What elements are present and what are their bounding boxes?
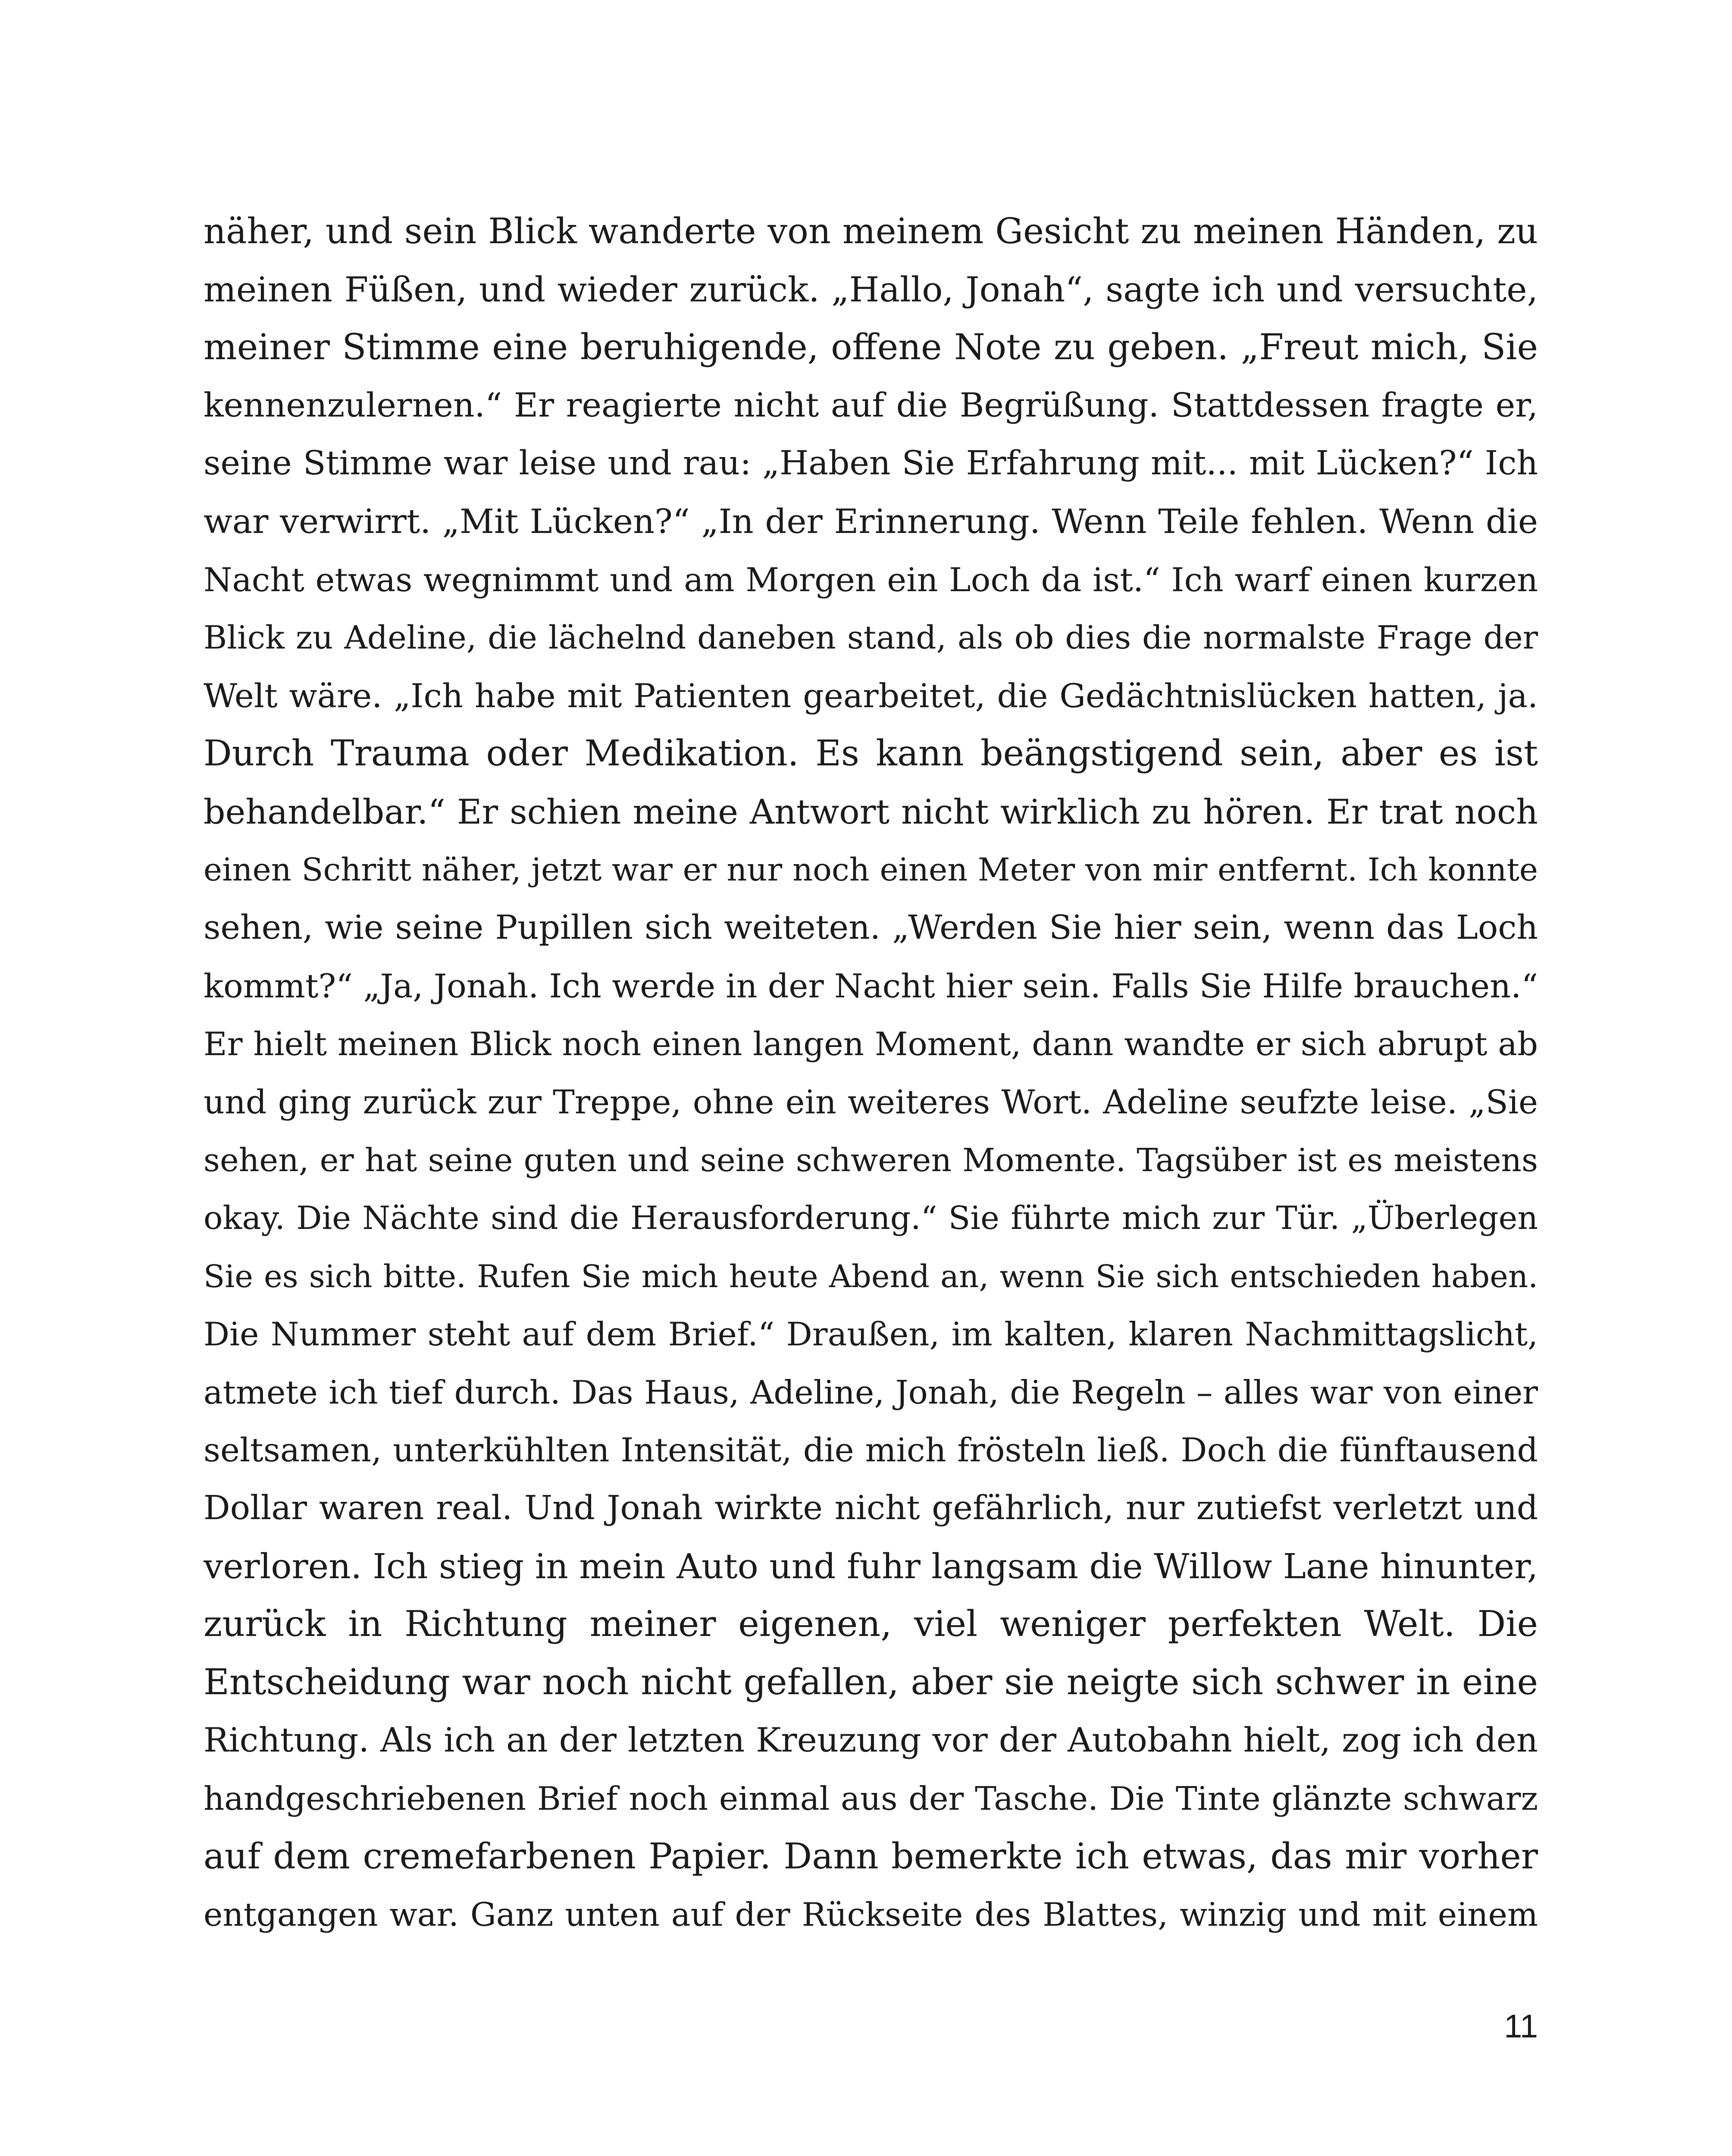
text-line: Nacht etwas wegnimmt und am Morgen ein Loch da ist.“ Ich warf einen kurzen [204,560,1538,599]
text-line: war verwirrt. „Mit Lücken?“ „In der Erinnerung. Wenn Teile fehlen. Wenn die [204,502,1538,541]
text-line: Welt wäre. „Ich habe mit Patienten gearbeitet, die Gedächtnislücken hatten, ja. [204,676,1538,715]
page-number: 11 [1504,2008,1538,2045]
text-line: Durch Trauma oder Medikation. Es kann beängstigend sein, aber es ist [204,733,1538,774]
text-line: näher, und sein Blick wanderte von meinem Gesicht zu meinen Händen, zu [204,211,1538,252]
text-line: Dollar waren real. Und Jonah wirkte nicht gefährlich, nur zutiefst verletzt und [204,1489,1538,1528]
text-line: sehen, wie seine Pupillen sich weiteten. „Werden Sie hier sein, wenn das Loch [204,909,1538,947]
text-line: seine Stimme war leise und rau: „Haben Sie Erfahrung mit... mit Lücken?“ Ich [204,444,1538,483]
text-line: Er hielt meinen Blick noch einen langen Moment, dann wandte er sich abrupt ab [204,1025,1538,1063]
text-line: seltsamen, unterkühlten Intensität, die mich frösteln ließ. Doch die fünftausend [204,1431,1538,1470]
text-line: und ging zurück zur Treppe, ohne ein weiteres Wort. Adeline seufzte leise. „Sie [204,1082,1538,1121]
text-line: Die Nummer steht auf dem Brief.“ Draußen, im kalten, klaren Nachmittagslicht, [204,1315,1538,1354]
text-line: einen Schritt näher, jetzt war er nur noch einen Meter von mir entfernt. Ich konnte [204,851,1538,888]
text-line: meinen Füßen, und wieder zurück. „Hallo, Jonah“, sagte ich und versuchte, [204,269,1538,310]
text-line: meiner Stimme eine beruhigende, offene Note zu geben. „Freut mich, Sie [204,327,1538,368]
text-line: sehen, er hat seine guten und seine schweren Momente. Tagsüber ist es meistens [204,1141,1538,1179]
text-line: Entscheidung war noch nicht gefallen, aber sie neigte sich schwer in eine [204,1661,1538,1703]
text-line: okay. Die Nächte sind die Herausforderung.“ Sie führte mich zur Tür. „Überlegen [204,1200,1538,1237]
body-text [204,203,1538,1944]
text-line: atmete ich tief durch. Das Haus, Adeline, Jonah, die Regeln – alles war von einer [204,1373,1538,1411]
text-line: Sie es sich bitte. Rufen Sie mich heute Abend an, wenn Sie sich entschieden haben. [204,1258,1538,1294]
text-line: Blick zu Adeline, die lächelnd daneben stand, als ob dies die normalste Frage der [204,619,1538,657]
text-line: verloren. Ich stieg in mein Auto und fuhr langsam die Willow Lane hinunter, [204,1546,1538,1586]
text-line: Richtung. Als ich an der letzten Kreuzung vor der Autobahn hielt, zog ich den [204,1721,1538,1760]
text-line: auf dem cremefarbenen Papier. Dann bemerkte ich etwas, das mir vorher [204,1836,1538,1877]
text-line: behandelbar.“ Er schien meine Antwort nicht wirklich zu hören. Er trat noch [204,792,1538,832]
text-line: handgeschriebenen Brief noch einmal aus der Tasche. Die Tinte glänzte schwarz [204,1780,1538,1818]
text-line: kennenzulernen.“ Er reagierte nicht auf die Begrüßung. Stattdessen fragte er, [204,386,1538,425]
text-line: zurück in Richtung meiner eigenen, viel weniger perfekten Welt. Die [204,1604,1538,1645]
text-line: kommt?“ „Ja, Jonah. Ich werde in der Nacht hier sein. Falls Sie Hilfe brauchen.“ [204,966,1538,1005]
text-line: entgangen war. Ganz unten auf der Rückseite des Blattes, winzig und mit einem [204,1896,1538,1934]
